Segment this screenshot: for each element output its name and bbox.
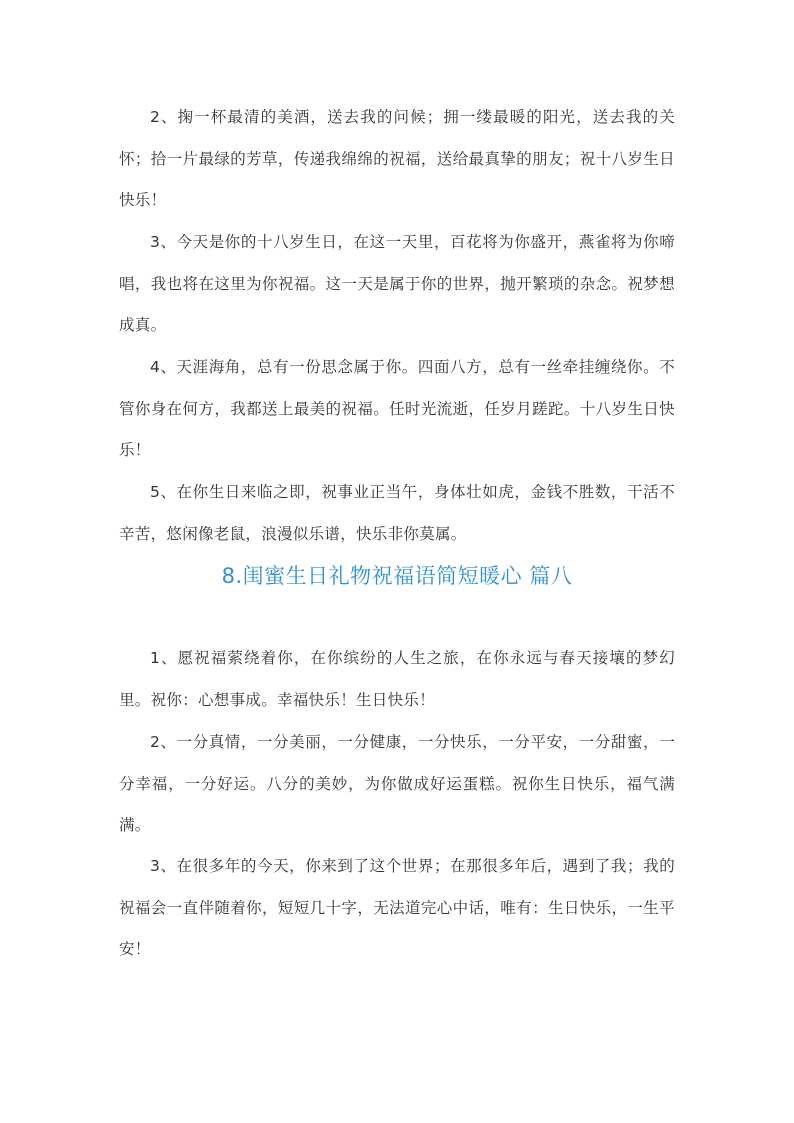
paragraph-2-a: 2、掬一杯最清的美酒，送去我的问候；拥一缕最暖的阳光，送去我的关怀；拾一片最绿的芳草，传递我绵绵的祝福，送给最真挚的朋友；祝十八岁生日快乐！ bbox=[119, 108, 675, 209]
paragraph-1-b: 1、愿祝福萦绕着你，在你缤纷的人生之旅，在你永远与春天接壤的梦幻里。祝你：心想事成。幸福快乐！生日快乐！ bbox=[119, 649, 675, 709]
paragraph-2-b: 2、一分真情，一分美丽，一分健康，一分快乐，一分平安，一分甜蜜，一分幸福，一分好运。八分的美妙，为你做成好运蛋糕。祝你生日快乐，福气满满。 bbox=[119, 733, 675, 834]
section-heading: 8.闺蜜生日礼物祝福语简短暖心 篇八 bbox=[221, 564, 573, 588]
paragraph-4-a: 4、天涯海角，总有一份思念属于你。四面八方，总有一丝牵挂缠绕你。不管你身在何方，我都送上最美的祝福。任时光流逝，任岁月蹉跎。十八岁生日快乐！ bbox=[119, 358, 675, 459]
paragraph-5-a: 5、在你生日来临之即，祝事业正当午，身体壮如虎，金钱不胜数，干活不辛苦，悠闲像老鼠，浪漫似乐谱，快乐非你莫属。 bbox=[119, 483, 675, 543]
paragraph-3-b: 3、在很多年的今天，你来到了这个世界；在那很多年后，遇到了我；我的祝福会一直伴随着你，短短几十字，无法道完心中话，唯有：生日快乐，一生平安！ bbox=[119, 857, 675, 958]
paragraph-3-a: 3、今天是你的十八岁生日，在这一天里，百花将为你盛开，燕雀将为你啼唱，我也将在这里为你祝福。这一天是属于你的世界，抛开繁琐的杂念。祝梦想成真。 bbox=[119, 233, 675, 334]
